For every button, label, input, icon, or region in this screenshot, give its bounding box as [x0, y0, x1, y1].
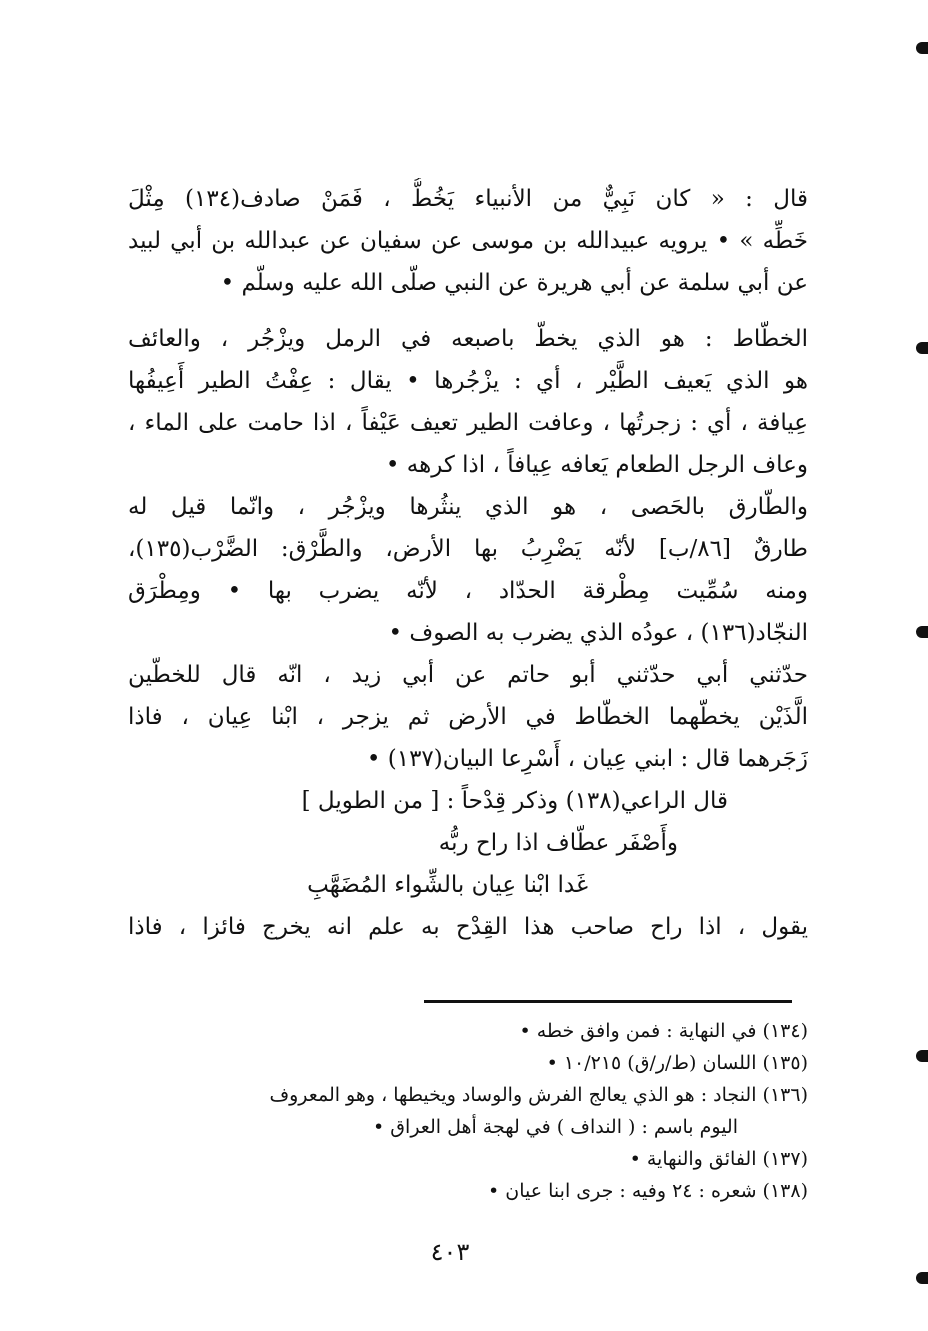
text-line: زَجَرهما قال : ابني عِيان ، أَسْرِعا البيان(١٣٧) •	[366, 746, 808, 772]
edge-mark	[916, 1272, 928, 1284]
page-number: ٤٠٣	[430, 1238, 470, 1266]
footnote: (١٣٦) النجاد : هو الذي يعالج الفرش والوساد ويخيطها ، وهو المعروف	[269, 1084, 808, 1106]
main-text	[128, 178, 808, 948]
footnote: (١٣٧) الفائق والنهاية •	[629, 1148, 808, 1170]
text-line: ومنه سُمِّيت مِطْرقة الحدّاد ، لأنّه يضرب بها • ومِطْرَق	[128, 578, 808, 604]
text-line: قال : « كان نَبِيٌّ من الأنبياء يَخُطُّ ، فَمَنْ صادف(١٣٤) مِثْلَ	[128, 186, 808, 212]
text-line: حدّثني أبي حدّثني أبو حاتم عن أبي زيد ، انّه قال للخطّين	[128, 662, 808, 688]
text-line: وعاف الرجل الطعام يَعافه عِيافاً ، اذا كرهه •	[385, 452, 808, 478]
text-line: يقول ، اذا راح صاحب هذا القِدْح به علم انه يخرج فائزا ، فاذا	[128, 914, 808, 940]
verse-hemistich-2: غَدا ابْنا عِيان بالشِّواء المُضَهَّبِ	[307, 872, 588, 898]
text-line: الَّذَيْن يخطّهما الخطّاط في الأرض ثم يزجر ، ابْنا عِيان ، فاذا	[128, 704, 808, 730]
edge-mark	[916, 342, 928, 354]
footnote-divider	[424, 1000, 792, 1003]
text-line: النجّاد(١٣٦) ، عودُه الذي يضرب به الصوف •	[388, 620, 808, 646]
footnote-continuation: اليوم باسم : ( النداف ) في لهجة أهل العراق •	[373, 1116, 738, 1138]
text-line: عِيافة ، أي : زجرتُها ، وعافت الطير تعيف عَيْفاً ، اذا حامت على الماء ،	[128, 410, 808, 436]
edge-mark	[916, 42, 928, 54]
text-line: الخطّاط : هو الذي يخطّ باصبعه في الرمل ويزْجُر ، والعائف	[128, 326, 808, 352]
text-line: هو الذي يَعيف الطَّيْر ، أي : يزْجُرها • يقال : عِفْتُ الطير أَعِيفُها	[128, 368, 808, 394]
text-line: والطّارق بالحَصى ، هو الذي ينثُرها ويزْجُر ، وانّما قيل له	[128, 494, 808, 520]
footnote: (١٣٥) اللسان (ط/ر/ق) ١٠/٢١٥ •	[546, 1052, 808, 1074]
footnotes	[128, 1015, 808, 1207]
footnote: (١٣٤) في النهاية : فمن وافق خطه •	[519, 1020, 808, 1042]
footnote: (١٣٨) شعره : ٢٤ وفيه : جرى ابنا عيان •	[488, 1180, 808, 1202]
text-line: خَطِّه » • يرويه عبيدالله بن موسى عن سفيان عن عبدالله بن أبي لبيد	[128, 228, 808, 254]
text-line: عن أبي سلمة عن أبي هريرة عن النبي صلّى الله عليه وسلّم •	[220, 270, 808, 296]
verse-hemistich-1: وأَصْفَر عطّاف اذا راح ربُّه	[438, 830, 678, 856]
edge-mark	[916, 626, 928, 638]
verse-intro: قال الراعي(١٣٨) وذكر قِدْحاً : [ من الطويل ]	[301, 788, 728, 814]
edge-mark	[916, 1050, 928, 1062]
text-line: طارقٌ [٨٦/ب] لأنّه يَضْرِبُ بها الأرض، والطَّرْق: الضَّرْب(١٣٥)،	[128, 536, 808, 562]
